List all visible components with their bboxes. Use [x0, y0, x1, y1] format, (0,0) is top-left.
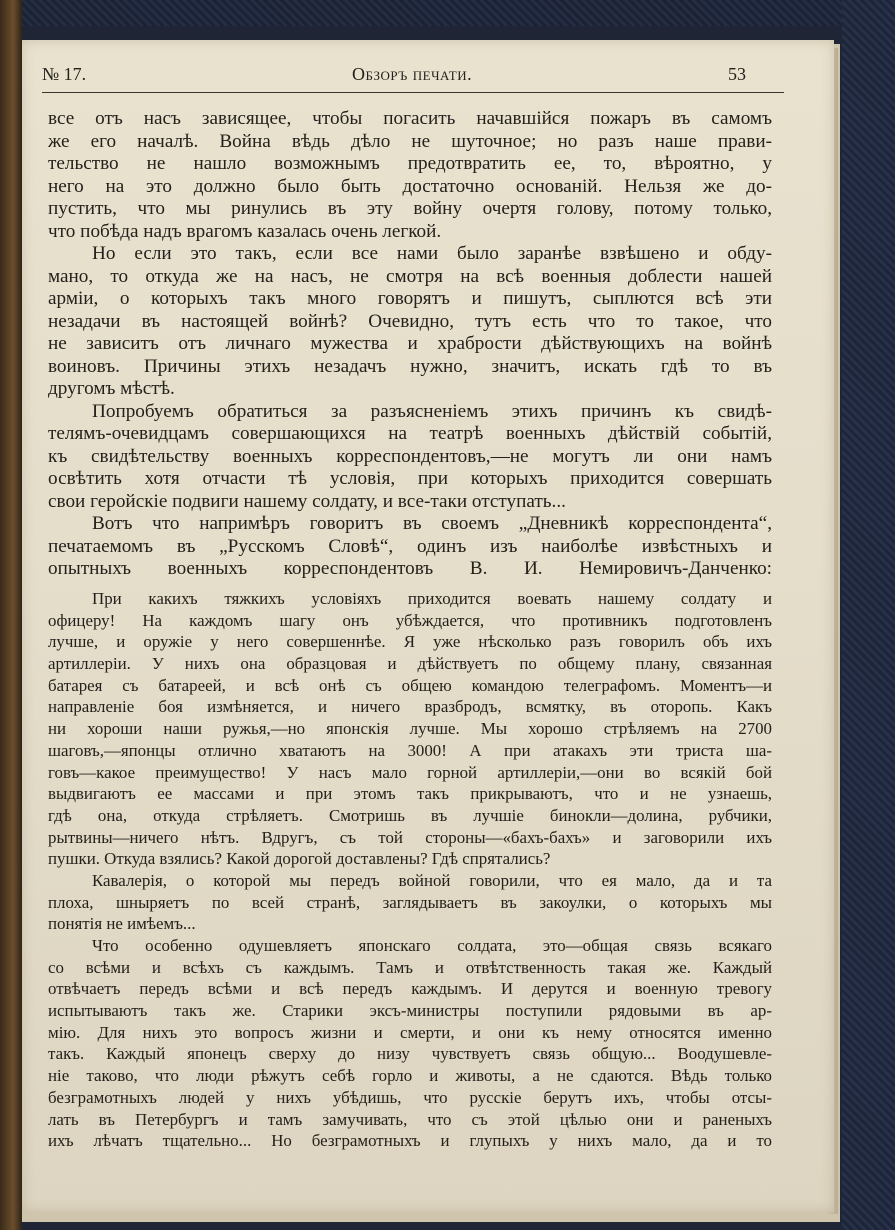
quote-line: ніе таково, что люди рѣжутъ себѣ горло и животы, а не сдаются. Вѣдь только	[48, 1066, 772, 1086]
text-line: воиновъ. Причины этихъ незадачъ нужно, значитъ, искать гдѣ то въ	[48, 355, 772, 377]
quoted-text	[48, 588, 772, 1152]
quote-line: лать въ Петербургъ и тамъ замучивать, что съ этой цѣлью они и раненыхъ	[48, 1109, 772, 1129]
quote-line: испытываютъ такъ же. Старики эксъ-министры поступили рядовыми въ ар-	[48, 1001, 772, 1021]
running-header	[42, 64, 782, 88]
quote-line: артиллеріи. У нихъ она образцовая и дѣйствуетъ по общему плану, связанная	[48, 654, 772, 674]
section-title: Обзоръ печати.	[352, 64, 473, 84]
quote-line: такъ. Каждый японецъ сверху до низу чувствуетъ связь общую... Воодушевле-	[48, 1044, 772, 1064]
text-line: опытныхъ военныхъ корреспондентовъ В. И. Немировичъ-Данченко:	[48, 558, 772, 579]
text-line: тельство не нашло возможнымъ предотвратить ее, то, вѣроятно, у	[48, 153, 772, 174]
quote-line: рытвины—ничего нѣтъ. Вдругъ, съ той стороны—«бахъ-бахъ» и заговорили ихъ	[48, 827, 772, 847]
page	[22, 40, 834, 1212]
quote-line: отвѣчаетъ передъ всѣми и всѣ передъ каждымъ. И дерутся и военную тревогу	[48, 979, 772, 999]
adjacent-page-edge	[0, 0, 22, 1230]
text-line: печатаемомъ въ „Русскомъ Словѣ“, одинъ изъ наиболѣе извѣстныхъ и	[48, 535, 772, 557]
quote-line: пушки. Откуда взялись? Какой дорогой доставлены? Гдѣ спрятались?	[48, 849, 551, 869]
text-line: Но если это такъ, если все нами было заранѣе взвѣшено и обду-	[92, 243, 772, 264]
quote-line: со всѣми и всѣхъ съ каждымъ. Тамъ и отвѣтственность такая же. Каждый	[48, 957, 772, 977]
text-line: не зависитъ отъ личнаго мужества и храбрости дѣйствующихъ на войнѣ	[48, 333, 772, 354]
quote-line: ни хороши наши ружья,—но японскія лучше. Мы хорошо стрѣляемъ на 2700	[48, 719, 772, 739]
text-line: другомъ мѣстѣ.	[48, 378, 175, 399]
text-line: пустить, что мы ринулись въ эту войну очертя голову, потому только,	[48, 198, 772, 219]
text-line: же его началѣ. Война вѣдь дѣло не шуточное; но разъ наше прави-	[48, 130, 772, 152]
text-line: Вотъ что напримѣръ говоритъ въ своемъ „Дневникѣ корреспондента“,	[92, 513, 772, 534]
quote-line: гдѣ она, откуда стрѣляетъ. Смотришь въ лучшіе бинокли—долина, рубчики,	[48, 805, 772, 825]
text-line: Попробуемъ обратиться за разъясненіемъ этихъ причинъ къ свидѣ-	[92, 400, 772, 422]
main-text	[48, 108, 772, 581]
quote-line: Что особенно одушевляетъ японскаго солдата, это—общая связь всякаго	[92, 936, 772, 955]
quote-line: плоха, шныряетъ по всей странѣ, заглядываетъ въ закоулки, о которыхъ мы	[48, 892, 772, 912]
text-line: освѣтить хотя отчасти тѣ условія, при которыхъ приходится совершать	[48, 468, 772, 489]
quote-line: лучше, и оружіе у него совершеннѣе. Я уже нѣсколько разъ говорилъ объ ихъ	[48, 632, 772, 652]
quote-line: безграмотныхъ людей у нихъ убѣдишь, что русскіе берутъ ихъ, чтобы отсы-	[48, 1087, 772, 1107]
quote-line: При какихъ тяжкихъ условіяхъ приходится воевать нашему солдату и	[92, 589, 772, 608]
binding-cloth-right	[842, 0, 895, 1230]
quote-line: мію. Для нихъ это вопросъ жизни и смерти, и они къ нему относятся именно	[48, 1022, 772, 1042]
text-line: незадачи въ настоящей войнѣ? Очевидно, тутъ есть что то такое, что	[48, 310, 772, 332]
text-line: къ свидѣтельству военныхъ корреспондентовъ,—не могутъ ли они намъ	[48, 445, 772, 467]
quote-line: говъ—какое преимущество! У насъ мало горной артиллеріи,—они во всякій бой	[48, 762, 772, 782]
text-line: мано, то откуда же на насъ, не смотря на всѣ военныя доблести нашей	[48, 265, 772, 287]
text-line: него на это должно было быть достаточно основаній. Нельзя же до-	[48, 175, 772, 197]
binding-cloth-top	[0, 0, 895, 26]
text-line: свои геройскіе подвиги нашему солдату, и все-таки отступать...	[48, 490, 566, 512]
quote-line: выдвигаютъ ее массами и при этомъ такъ прикрываютъ, что и не узнаешь,	[48, 784, 772, 804]
text-line: все отъ насъ зависящее, чтобы погасить начавшійся пожаръ въ самомъ	[48, 108, 772, 129]
quote-line: ихъ лѣчатъ тщательно... Но безграмотныхъ и глупыхъ у нихъ мало, да и то	[48, 1131, 772, 1151]
page-number: 53	[728, 64, 746, 84]
quote-line: направленіе боя измѣняется, и ничего вразбродъ, всмятку, въ оторопь. Какъ	[48, 697, 772, 717]
text-line: телямъ-очевидцамъ совершающихся на театрѣ военныхъ дѣйствій событій,	[48, 423, 772, 444]
quote-line: понятія не имѣемъ...	[48, 914, 196, 934]
text-line: арміи, о которыхъ такъ много говорятъ и пишутъ, сыплются всѣ эти	[48, 288, 772, 309]
text-line: что побѣда надъ врагомъ казалась очень легкой.	[48, 220, 442, 242]
issue-number: № 17.	[42, 64, 87, 84]
quote-line: батарея съ батареей, и всѣ онѣ съ общею командою телеграфомъ. Моментъ—и	[48, 675, 772, 695]
quote-line: шаговъ,—японцы отлично хватаютъ на 3000! А при атакахъ эти триста ша-	[48, 740, 772, 760]
quote-line: офицеру! На каждомъ шагу онъ убѣждается, что противникъ подготовленъ	[48, 610, 772, 630]
header-rule	[42, 92, 784, 93]
quote-line: Кавалерія, о которой мы передъ войной говорили, что ея мало, да и та	[92, 870, 772, 890]
